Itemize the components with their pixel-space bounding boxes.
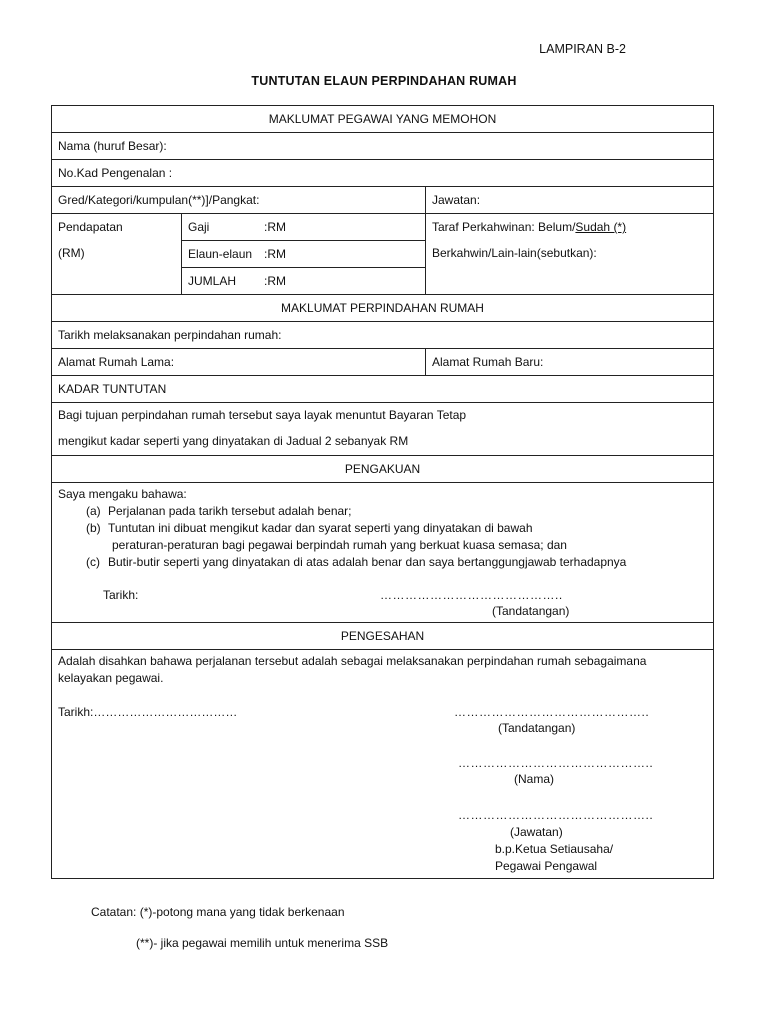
- item-text: Tuntutan ini dibuat mengikut kadar dan syarat seperti yang dinyatakan di bawah: [108, 521, 533, 535]
- pengakuan-intro: Saya mengaku bahawa:: [58, 487, 187, 501]
- note-line-2: (**)- jika pegawai memilih untuk menerima SSB: [136, 936, 389, 950]
- pengakuan-tandatangan: (Tandatangan): [492, 604, 570, 618]
- note-line-1: Catatan: (*)-potong mana yang tidak berkenaan: [91, 905, 345, 919]
- item-text: peraturan-peraturan bagi pegawai berpindah rumah yang berkuat kuasa semasa; dan: [112, 538, 567, 552]
- taraf-prefix: Taraf Perkahwinan: Belum/: [432, 220, 576, 234]
- pengakuan-item-c: [58, 554, 707, 571]
- section-heading-applicant: MAKLUMAT PEGAWAI YANG MEMOHON: [52, 106, 714, 133]
- pengesahan-sign-line[interactable]: ………………………………………..: [454, 705, 650, 719]
- taraf-sudah: Sudah (*): [575, 220, 627, 234]
- jumlah-label: JUMLAH: [188, 274, 237, 288]
- elaun-row[interactable]: [182, 241, 425, 268]
- pengesahan-bp: b.p.Ketua Setiausaha/: [495, 842, 614, 856]
- pengesahan-text-2: kelayakan pegawai.: [58, 671, 164, 685]
- elaun-label: Elaun-elaun: [188, 247, 253, 261]
- field-nama[interactable]: Nama (huruf Besar):: [52, 133, 714, 160]
- kadar-tuntutan-label: KADAR TUNTUTAN: [52, 376, 714, 403]
- item-label: (b): [86, 521, 101, 535]
- gaji-label: Gaji: [188, 220, 210, 234]
- pengesahan-nama: (Nama): [514, 772, 555, 786]
- field-alamat-lama[interactable]: Alamat Rumah Lama:: [52, 349, 426, 376]
- pengakuan-tarikh[interactable]: Tarikh:: [103, 588, 139, 602]
- appendix-label: LAMPIRAN B-2: [539, 42, 626, 56]
- rm-label: (RM): [58, 246, 85, 260]
- claim-form-table: [51, 105, 714, 879]
- jumlah-value: :RM: [264, 274, 286, 288]
- bayaran-tetap-cell[interactable]: [52, 403, 714, 456]
- field-no-kad[interactable]: No.Kad Pengenalan :: [52, 160, 714, 187]
- pendapatan-cell: [52, 214, 182, 295]
- taraf-perkahwinan: [432, 214, 707, 240]
- pengesahan-body: [52, 650, 714, 879]
- bayaran-line2: mengikut kadar seperti yang dinyatakan di Jadual 2 sebanyak RM: [58, 434, 409, 448]
- bayaran-line1: Bagi tujuan perpindahan rumah tersebut saya layak menuntut Bayaran Tetap: [58, 408, 467, 422]
- item-label: (a): [86, 504, 101, 518]
- item-label: (c): [86, 555, 100, 569]
- pengesahan-jawatan-line[interactable]: ………………………………………..: [458, 808, 654, 822]
- pengakuan-list: [58, 503, 707, 571]
- pengakuan-body: [52, 483, 714, 623]
- berkahwin-label: Berkahwin/Lain-lain(sebutkan):: [432, 246, 597, 260]
- gaji-value: :RM: [264, 220, 286, 234]
- gaji-row[interactable]: [182, 214, 425, 241]
- field-jawatan[interactable]: Jawatan:: [426, 187, 714, 214]
- item-text: Perjalanan pada tarikh tersebut adalah benar;: [108, 504, 352, 518]
- pengesahan-text-1: Adalah disahkan bahawa perjalanan tersebut adalah sebagai melaksanakan perpindahan rumah sebagaimana: [58, 654, 647, 668]
- marital-status-cell[interactable]: [426, 214, 714, 295]
- pengesahan-tarikh[interactable]: Tarikh:………………………………: [58, 705, 238, 719]
- pengesahan-pegawai: Pegawai Pengawal: [495, 859, 598, 873]
- item-text: Butir-butir seperti yang dinyatakan di atas adalah benar dan saya bertanggungjawab terhadapnya: [108, 555, 627, 569]
- section-heading-pengakuan: PENGAKUAN: [52, 456, 714, 483]
- pengakuan-item-b: [58, 520, 707, 537]
- pengakuan-item-b-cont: [58, 537, 707, 554]
- field-alamat-baru[interactable]: Alamat Rumah Baru:: [426, 349, 714, 376]
- pengakuan-sign-line[interactable]: ……………………………………..: [380, 588, 563, 602]
- section-heading-pengesahan: PENGESAHAN: [52, 623, 714, 650]
- jumlah-row[interactable]: [182, 268, 425, 294]
- pengakuan-item-a: [58, 503, 707, 520]
- field-gred[interactable]: Gred/Kategori/kumpulan(**)]/Pangkat:: [52, 187, 426, 214]
- section-heading-moving: MAKLUMAT PERPINDAHAN RUMAH: [52, 295, 714, 322]
- elaun-value: :RM: [264, 247, 286, 261]
- pengesahan-tandatangan: (Tandatangan): [498, 721, 576, 735]
- income-breakdown: [182, 214, 426, 295]
- pendapatan-label: Pendapatan: [58, 220, 123, 234]
- pengesahan-name-line[interactable]: ………………………………………..: [458, 756, 654, 770]
- field-tarikh-pindah[interactable]: Tarikh melaksanakan perpindahan rumah:: [52, 322, 714, 349]
- pengesahan-jawatan: (Jawatan): [510, 825, 563, 839]
- form-title: TUNTUTAN ELAUN PERPINDAHAN RUMAH: [251, 74, 517, 88]
